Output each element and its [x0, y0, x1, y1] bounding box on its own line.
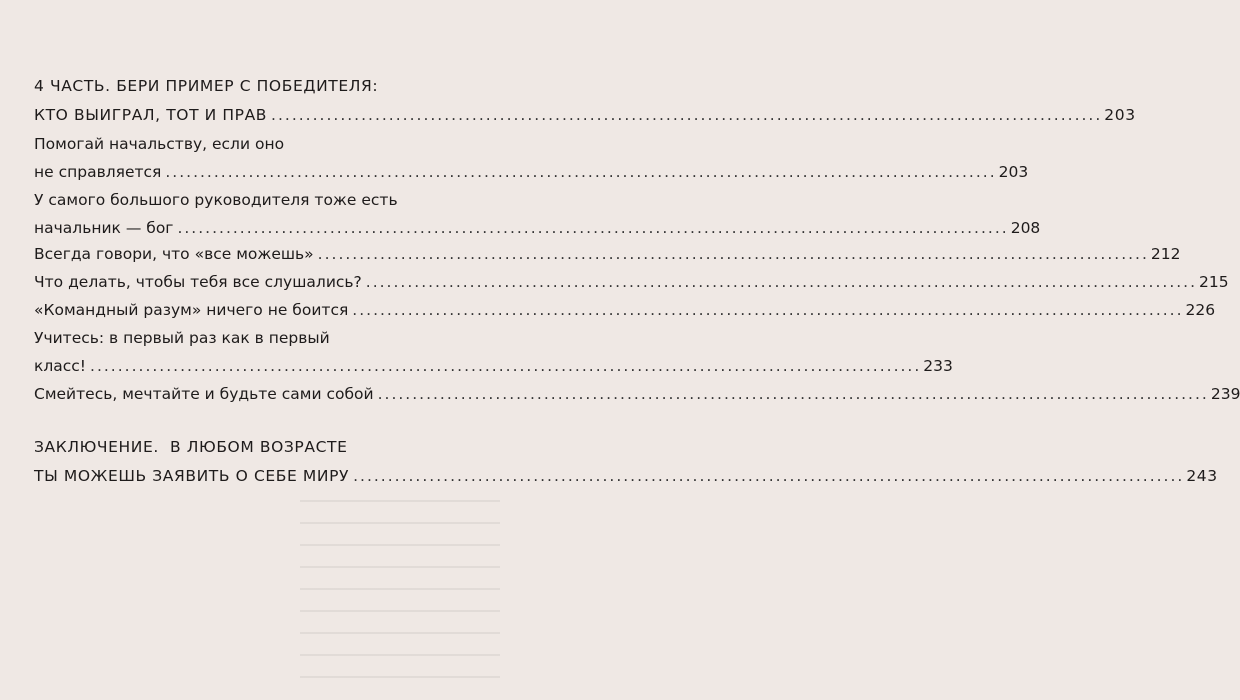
toc-entry[interactable]: «Командный разум» ничего не боится ........................................................................................................................ 226 — [34, 296, 456, 324]
page-number: 215 — [1199, 273, 1229, 291]
toc-entry[interactable]: начальник — бог ........................................................................................................................ 208 — [34, 214, 456, 242]
leader-dots: ........................................................................................................................ — [90, 357, 922, 375]
leader-dots: ........................................................................................................................ — [317, 245, 1149, 263]
toc-entry[interactable]: Смейтесь, мечтайте и будьте сами собой ........................................................................................................................ 239 — [34, 380, 456, 408]
toc-entry[interactable]: Что делать, чтобы тебя все слушались? ........................................................................................................................ 215 — [34, 268, 456, 296]
toc-entry-line: Помогай начальству, если оно — [34, 135, 285, 153]
part-heading: 4 ЧАСТЬ. БЕРИ ПРИМЕР С ПОБЕДИТЕЛЯ: — [34, 77, 379, 95]
page-number: 233 — [923, 357, 953, 375]
bleed-through-texture — [300, 500, 500, 680]
leader-dots: ........................................................................................................................ — [271, 106, 1103, 124]
leader-dots: ........................................................................................................................ — [165, 163, 997, 181]
toc-entry[interactable]: не справляется ........................................................................................................................ 203 — [34, 158, 456, 186]
toc-entry[interactable]: Всегда говори, что «все можешь» ........................................................................................................................ 212 — [34, 240, 456, 268]
page-number: 239 — [1210, 385, 1240, 403]
page-number: 208 — [1010, 219, 1041, 237]
toc-entry-conclusion[interactable]: ТЫ МОЖЕШЬ ЗАЯВИТЬ О СЕБЕ МИРУ ........................................................................................................................ 243 — [34, 462, 456, 490]
toc-entry[interactable]: класс! ........................................................................................................................ 233 — [34, 352, 456, 380]
leader-dots: ........................................................................................................................ — [377, 385, 1209, 403]
page-number: 203 — [998, 163, 1029, 181]
toc-entry-part-subheading[interactable]: КТО ВЫИГРАЛ, ТОТ И ПРАВ ........................................................................................................................ 203 — [34, 101, 456, 129]
page-number: 203 — [1104, 106, 1136, 124]
page-number: 212 — [1150, 245, 1181, 263]
leader-dots: ........................................................................................................................ — [352, 301, 1184, 319]
page-number: 226 — [1185, 301, 1216, 319]
leader-dots: ........................................................................................................................ — [177, 219, 1009, 237]
toc-entry-line: У самого большого руководителя тоже есть — [34, 191, 398, 209]
page-number: 243 — [1186, 467, 1218, 485]
toc-entry-line: Учитесь: в первый раз как в первый — [34, 329, 330, 347]
leader-dots: ........................................................................................................................ — [353, 467, 1185, 485]
conclusion-heading: ЗАКЛЮЧЕНИЕ. В ЛЮБОМ ВОЗРАСТЕ — [34, 438, 348, 456]
leader-dots: ........................................................................................................................ — [365, 273, 1198, 291]
